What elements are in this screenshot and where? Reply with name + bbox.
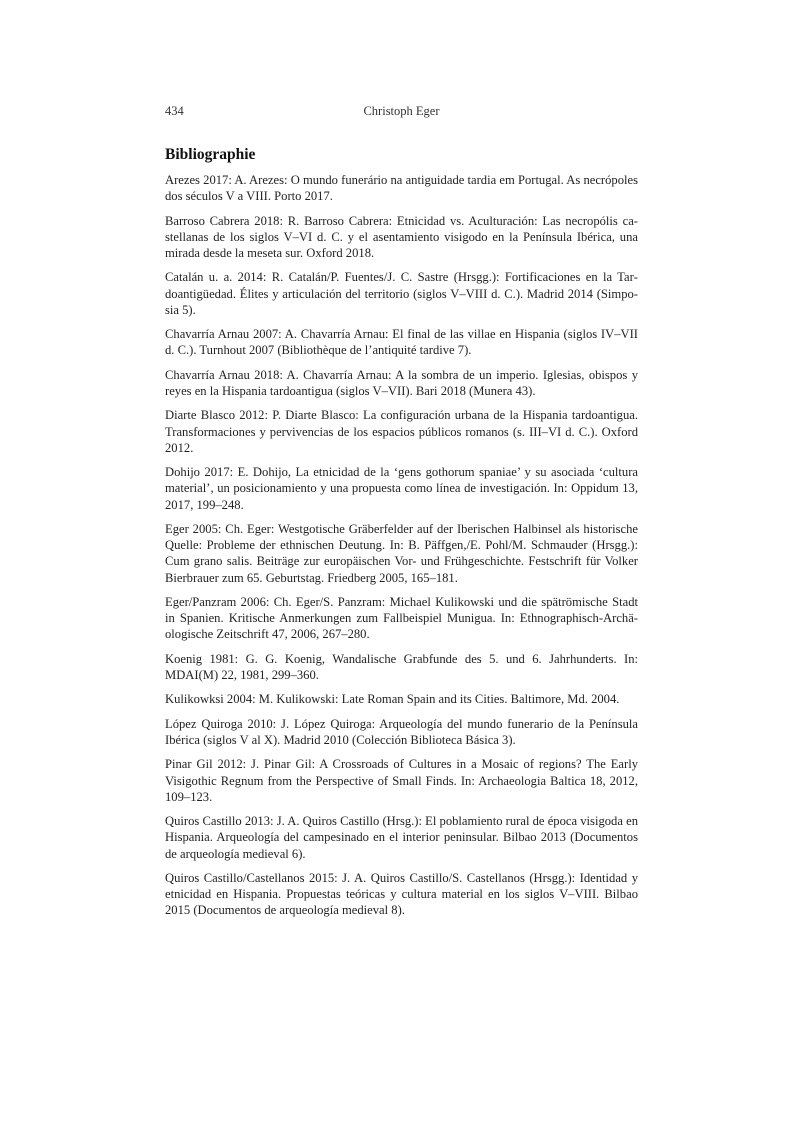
page-number: 434 — [165, 104, 184, 118]
bibliography-entry: López Quiroga 2010: J. López Quiroga: Arqueología del mundo funerario de la Península Ibérica (siglos V al X). Madrid 2010 (Colección Biblioteca Básica 3). — [165, 716, 638, 747]
bibliography-entry: Arezes 2017: A. Arezes: O mundo funerário na antiguidade tardia em Portugal. As necrópoles dos séculos V a VIII. Porto 2017. — [165, 173, 638, 204]
bibliography-entry: Diarte Blasco 2012: P. Diarte Blasco: La configuración urbana de la Hispania tardoantigua. Transformaciones y pervivencias de los espacios públicos romanos (s. III–VI d. C.). Oxford 2012. — [165, 408, 638, 455]
bibliography-entry: Kulikowksi 2004: M. Kulikowski: Late Roman Spain and its Cities. Baltimore, Md. 2004. — [165, 692, 620, 707]
running-header-author: Christoph Eger — [363, 104, 440, 118]
bibliography-entry: Chavarría Arnau 2018: A. Chavarría Arnau: A la sombra de un imperio. Iglesias, obispos y reyes en la Hispania tardoantigua (siglos V–VII). Bari 2018 (Munera 43). — [165, 367, 638, 398]
bibliography-entry: Eger/Panzram 2006: Ch. Eger/S. Panzram: Michael Kulikowski und die spätrömische Stadt in Spanien. Kritische Anmerkungen zum Fallbeispiel Munigua. In: Ethnographisch-Archäologische Zeitschrift 47, 2006, 267–280. — [165, 594, 638, 642]
bibliography-entry: Chavarría Arnau 2007: A. Chavarría Arnau: El final de las villae en Hispania (siglos IV–VII d. C.). Turnhout 2007 (Bibliothèque de l’antiquité tardive 7). — [165, 327, 638, 358]
bibliography-entry: Barroso Cabrera 2018: R. Barroso Cabrera: Etnicidad vs. Aculturación: Las necropólis castellanas de los siglos V–VI d. C. y el asentamiento visigodo en la Península Ibérica, una mirada desde la meseta sur. Oxford 2018. — [165, 213, 638, 260]
section-title: Bibliographie — [165, 146, 256, 163]
running-head — [165, 104, 638, 146]
bibliography-list — [165, 172, 638, 927]
bibliography-entry: Koenig 1981: G. G. Koenig, Wandalische Grabfunde des 5. und 6. Jahrhunderts. In: MDAI(M) 22, 1981, 299–360. — [165, 651, 638, 682]
bibliography-entry: Eger 2005: Ch. Eger: Westgotische Gräberfelder auf der Iberischen Halbinsel als historische Quelle: Probleme der ethnischen Deutung. In: B. Päffgen,/E. Pohl/M. Schmauder (Hrsgg.): Cum grano salis. Beiträge zur europäischen Vor- und Frühgeschichte. Festschrift für Volker Bierbrauer zum 65. Geburtstag. Friedberg 2005, 165–181. — [165, 521, 638, 585]
bibliography-entry: Pinar Gil 2012: J. Pinar Gil: A Crossroads of Cultures in a Mosaic of regions? The Early Visigothic Regnum from the Perspective of Small Finds. In: Archaeologia Baltica 18, 2012, 109–123. — [165, 757, 638, 804]
bibliography-entry: Quiros Castillo/Castellanos 2015: J. A. Quiros Castillo/S. Castellanos (Hrsgg.): Identidad y etnicidad en Hispania. Propuestas teóricas y cultura material en los siglos V–VIII. Bilbao 2015 (Documentos de arqueología medieval 8). — [165, 870, 638, 918]
bibliography-entry: Dohijo 2017: E. Dohijo, La etnicidad de la ‘gens gothorum spaniae’ y su asociada ‘cultura material’, un posicionamiento y una propuesta como línea de investigación. In: Oppidum 13, 2017, 199–248. — [165, 465, 638, 512]
bibliography-entry: Quiros Castillo 2013: J. A. Quiros Castillo (Hrsg.): El poblamiento rural de época visigoda en Hispania. Arqueología del campesinado en el interior peninsular. Bilbao 2013 (Documentos de arqueología medieval 6). — [165, 814, 638, 861]
bibliography-entry: Catalán u. a. 2014: R. Catalán/P. Fuentes/J. C. Sastre (Hrsgg.): Fortificaciones en la Tardoantigüedad. Élites y articulación del territorio (siglos V–VIII d. C.). Madrid 2014 (Simposia 5). — [165, 270, 638, 317]
